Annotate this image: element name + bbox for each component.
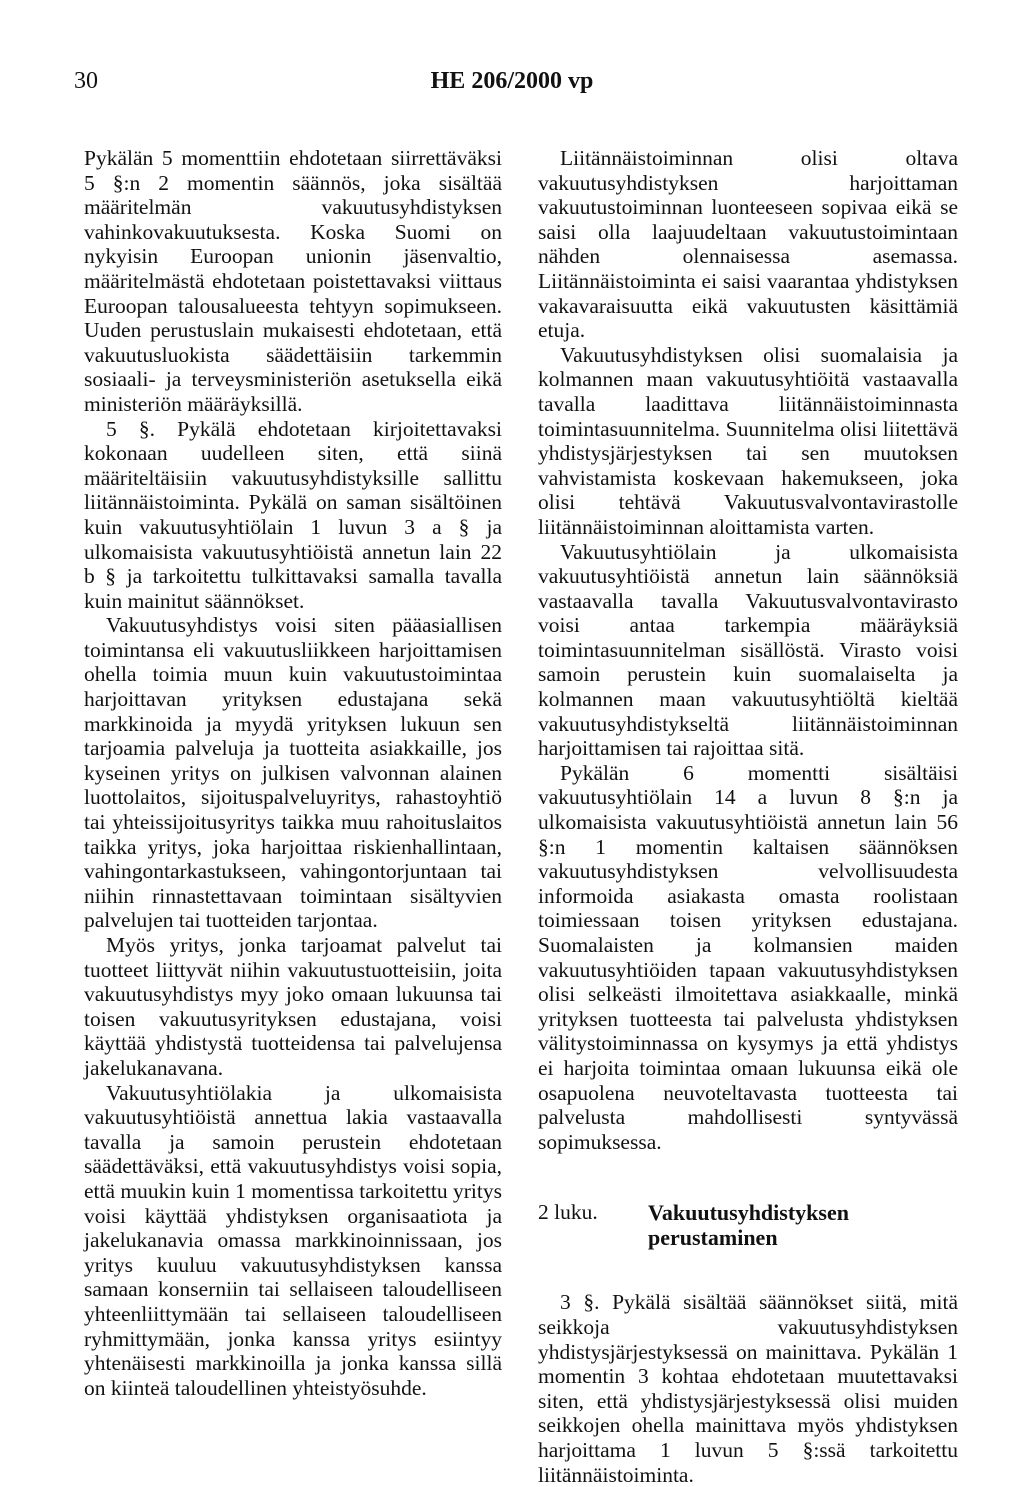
paragraph: Vakuutusyhdistyksen olisi suomalaisia ja kolmannen maan vakuutusyhtiöitä vastaavalla tavalla laadittava liitännäistoiminnasta toimintasuunnitelma. Suunnitelma olisi liitettävä yhdistysjärjestyksen tai sen muutoksen vahvistamista koskevaan hakemukseen, joka olisi tehtävä Vakuutusvalvontavirastolle liitännäistoiminnan aloittamista varten. — [538, 342, 958, 539]
right-column — [538, 146, 958, 1487]
paragraph: 3 §. Pykälä sisältää säännökset siitä, mitä seikkoja vakuutusyhdistyksen yhdistysjärjestyksessä on mainittava. Pykälän 1 momentin 3 kohtaa ehdotetaan muutettavaksi siten, että yhdistysjärjestyksessä olisi muiden seikkojen ohella mainittava myös yhdistyksen harjoittama 1 luvun 5 §:ssä tarkoitettu liitännäistoiminta. — [538, 1290, 958, 1487]
left-column — [84, 146, 502, 1400]
paragraph: Vakuutusyhtiölain ja ulkomaisista vakuutusyhtiöistä annetun lain säännöksiä vastaavalla tavalla Vakuutusvalvontavirasto voisi antaa tarkempia määräyksiä toimintasuunnitelman sisällöstä. Virasto voisi samoin perustein kuin suomalaiselta ja kolmannen maan vakuutusyhtiöltä kieltää vakuutusyhdistykseltä liitännäistoiminnan harjoittamisen tai rajoittaa sitä. — [538, 539, 958, 761]
paragraph: Pykälän 5 momenttiin ehdotetaan siirrettäväksi 5 §:n 2 momentin säännös, joka sisältää määritelmän vakuutusyhdistyksen vahinkovakuutuksesta. Koska Suomi on nykyisin Euroopan unionin jäsenvaltio, määritelmästä ehdotetaan poistettavaksi viittaus Euroopan talousalueesta tehtyyn sopimukseen. Uuden perustuslain mukaisesti ehdotetaan, että vakuutusluokista säädettäisiin tarkemmin sosiaali- ja terveysministeriön asetuksella eikä ministeriön määräyksillä. — [84, 146, 502, 416]
paragraph: Vakuutusyhdistys voisi siten pääasiallisen toimintansa eli vakuutusliikkeen harjoittamisen ohella toimia muun kuin vakuutustoimintaa harjoittavan yrityksen edustajana sekä markkinoida ja myydä yrityksen lukuun sen tarjoamia palveluja ja tuotteita asiakkaille, jos kyseinen yritys on julkisen valvonnan alainen luottolaitos, sijoituspalveluyritys, rahastoyhtiö tai yhteissijoitusyritys taikka muu rahoituslaitos taikka yritys, joka harjoittaa riskienhallintaan, vahingontarkastukseen, vahingontorjuntaan tai niihin rinnastettavaan toimintaan sisältyvien palvelujen tai tuotteiden tarjontaa. — [84, 613, 502, 933]
paragraph: Vakuutusyhtiölakia ja ulkomaisista vakuutusyhtiöistä annettua lakia vastaavalla tavalla ja samoin perustein ehdotetaan säädettäväksi, että vakuutusyhdistys voisi sopia, että muukin kuin 1 momentissa tarkoitettu yritys voisi käyttää yhdistyksen organisaatiota ja jakelukanavia omassa markkinoinnissaan, jos yritys kuuluu vakuutusyhdistyksen kanssa samaan konserniin tai sellaiseen taloudelliseen yhteenliittymään tai sellaiseen taloudelliseen ryhmittymään, jonka kanssa yritys esiintyy yhtenäisesti markkinoilla ja jonka kanssa sillä on kiinteä taloudellinen yhteistyösuhde. — [84, 1080, 503, 1400]
page-number: 30 — [74, 68, 98, 94]
paragraph: Pykälän 6 momentti sisältäisi vakuutusyhtiölain 14 a luvun 8 §:n ja ulkomaisista vakuutusyhtiöistä annetun lain 56 §:n 1 momentin kaltaisen säännöksen vakuutusyhdistyksen velvollisuudesta informoida asiakasta omasta roolistaan toimiessaan toisen yrityksen edustajana. Suomalaisten ja kolmansien maiden vakuutusyhtiöiden tapaan vakuutusyhdistyksen olisi selkeästi ilmoitettava asiakkaalle, minkä yrityksen tuotteesta tai palvelusta yhdistyksen välitystoiminnassa on kysymys ja että yhdistys ei harjoita toimintaa omaan lukuunsa eikä ole osapuolena neuvoteltavasta tuotteesta tai palvelusta mahdollisesti syntyvässä sopimuksessa. — [538, 760, 958, 1154]
chapter-title: Vakuutusyhdistyksen perustaminen — [648, 1200, 849, 1251]
paragraph: Liitännäistoiminnan olisi oltava vakuutusyhdistyksen harjoittaman vakuutustoiminnan luonteeseen sopivaa eikä se saisi olla laajuudeltaan vakuutustoimintaan nähden olennaisessa asemassa. Liitännäistoiminta ei saisi vaarantaa yhdistyksen vakavaraisuutta eikä vakuutusten käsittämiä etuja. — [538, 146, 958, 343]
running-head: HE 206/2000 vp — [430, 68, 594, 94]
chapter-heading — [538, 1200, 958, 1250]
paragraph: Myös yritys, jonka tarjoamat palvelut tai tuotteet liittyvät niihin vakuutustuotteisiin, joita vakuutusyhdistys myy joko omaan lukuunsa tai toisen vakuutusyrityksen edustajana, voisi käyttää yhdistystä tuotteidensa tai palvelujensa jakelukanavana. — [84, 933, 502, 1080]
chapter-label: 2 luku. — [538, 1200, 598, 1225]
paragraph: 5 §. Pykälä ehdotetaan kirjoitettavaksi kokonaan uudelleen siten, että siinä määriteltäisiin vakuutusyhdistyksille sallittu liitännäistoiminta. Pykälä on saman sisältöinen kuin vakuutusyhtiölain 1 luvun 3 a § ja ulkomaisista vakuutusyhtiöistä annetun lain 22 b § ja tarkoitettu tulkittavaksi samalla tavalla kuin mainitut säännökset. — [84, 416, 502, 613]
